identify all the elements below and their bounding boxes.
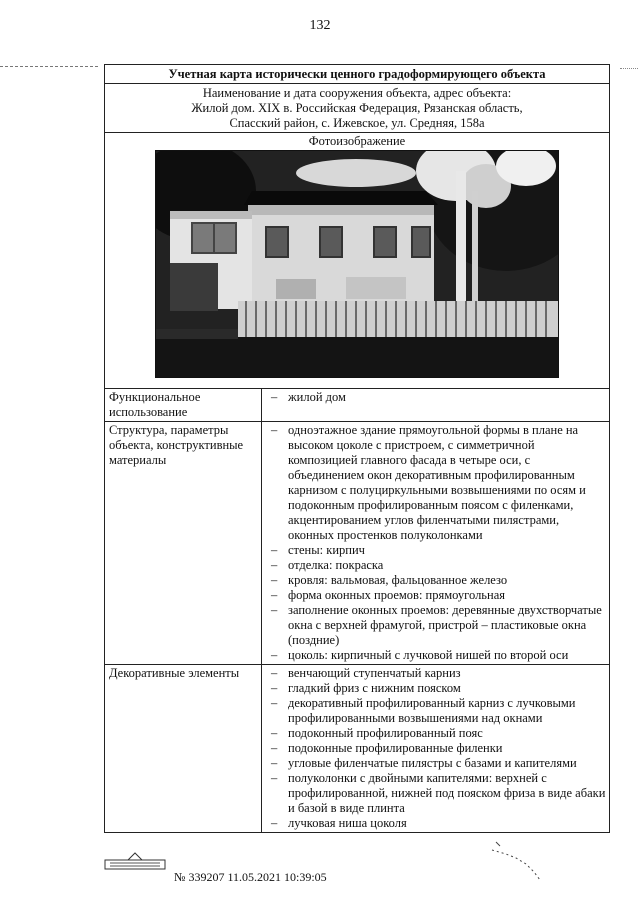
list-item: – угловые филенчатые пилястры с базами и капителями <box>266 756 606 771</box>
building-photo <box>155 150 559 378</box>
object-name-block <box>105 84 609 133</box>
property-label: Структура, параметры объекта, конструктивные материалы <box>105 422 262 665</box>
properties-table <box>105 389 609 832</box>
list-item: – одноэтажное здание прямоугольной формы в плане на высоком цоколе с пристроем, с симметричной композицией главного фасада в четыре оси, с объединением окон декоративным профилированным карнизом с полуциркульными возвышениями по осям и подоконным профилированным поясом с филенками, акцентированием углов филенчатыми пилястрами, оконных простенков полуколонками <box>266 423 606 543</box>
property-values <box>262 665 610 833</box>
list-item: – отделка: покраска <box>266 558 606 573</box>
list-item: – гладкий фриз с нижним пояском <box>266 681 606 696</box>
property-label: Функциональное использование <box>105 389 262 422</box>
name-line: Наименование и дата сооружения объекта, адрес объекта: <box>202 86 512 100</box>
registration-card <box>104 64 610 833</box>
name-line: Жилой дом. XIX в. Российская Федерация, Рязанская область, <box>191 101 523 115</box>
list-item: – подоконные профилированные филенки <box>266 741 606 756</box>
scan-edge-mark-right <box>620 68 638 73</box>
list-item: – венчающий ступенчатый карниз <box>266 666 606 681</box>
list-item: – полуколонки с двойными капителями: верхней с профилированной, нижней под пояском фриза в виде абаки и базой в виде плинта <box>266 771 606 816</box>
list-item: – заполнение оконных проемов: деревянные двухстворчатые окна с верхней фрамугой, пристрой – пластиковые окна (поздние) <box>266 603 606 648</box>
property-values <box>262 422 610 665</box>
property-label: Декоративные элементы <box>105 665 262 833</box>
photo-block <box>105 133 609 389</box>
table-row <box>105 665 609 833</box>
property-values <box>262 389 610 422</box>
table-row <box>105 389 609 422</box>
photo-label: Фотоизображение <box>308 134 406 148</box>
list-item: – подоконный профилированный пояс <box>266 726 606 741</box>
list-item: – стены: кирпич <box>266 543 606 558</box>
name-line: Спасский район, с. Ижевское, ул. Средняя, 158а <box>229 116 485 130</box>
list-item: – форма оконных проемов: прямоугольная <box>266 588 606 603</box>
list-item: – цоколь: кирпичный с лучковой нишей по второй оси <box>266 648 606 663</box>
list-item: – декоративный профилированный карниз с лучковыми профилированными возвышениями над окнами <box>266 696 606 726</box>
list-item: – лучковая ниша цоколя <box>266 816 606 831</box>
scan-edge-mark-left <box>0 66 98 71</box>
registry-logo <box>104 852 166 872</box>
document-id: № 339207 11.05.2021 10:39:05 <box>174 870 327 884</box>
signature-mark <box>486 836 556 886</box>
page-number: 132 <box>309 18 331 33</box>
table-row <box>105 422 609 665</box>
list-item: – жилой дом <box>266 390 606 405</box>
card-title: Учетная карта исторически ценного градоформирующего объекта <box>105 65 609 84</box>
list-item: – кровля: вальмовая, фальцованное железо <box>266 573 606 588</box>
